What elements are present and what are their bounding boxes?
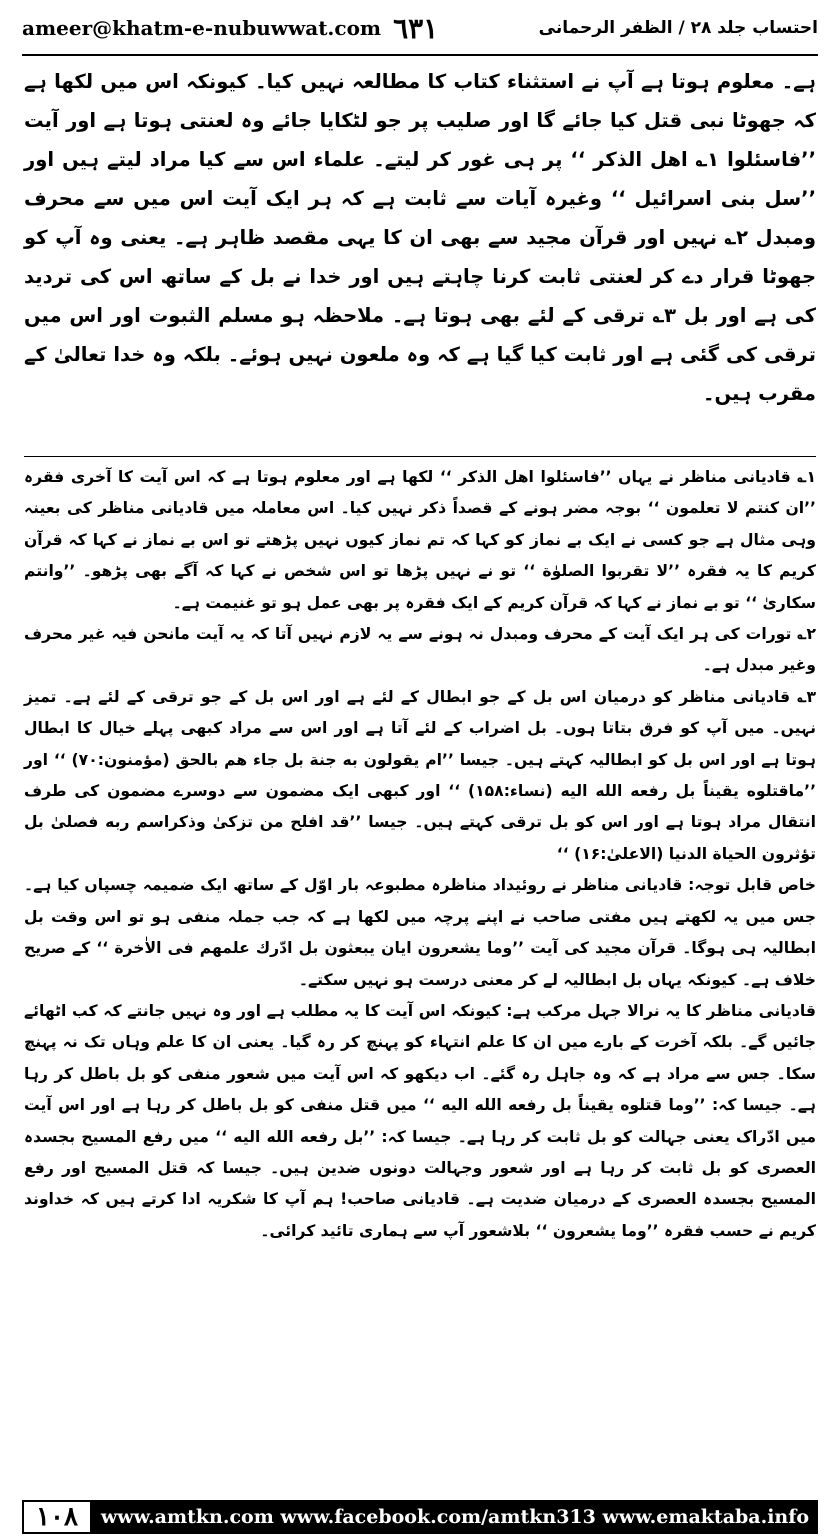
footnote-1: ۱؎ قادیانی مناظر نے یہاں ’’فاسئلوا اهل الذكر ‘‘ لکھا ہے اور معلوم ہوتا ہے کہ اس آیت کا آخری فقرہ ’’ان کنتم لا تعلمون ‘‘ بوجہ مضر ہونے کے قصداً ذکر نہیں کیا۔ اس معاملہ میں قادیانی مناظر کی بعینہ وہی مثال ہے جو کسی نے ایک بے نماز کو کہا کہ تم نماز کیوں نہیں پڑھتے تو اس بے نماز نے کہا کہ قرآن کریم کا یہ فقرہ ’’لا تقربوا الصلوٰة ‘‘ تو نے نہیں پڑھا تو اس شخص نے کہا کہ آگے بھی پڑھو۔ ’’وانتم سكاریٰ ‘‘ تو بے نماز نے کہا کہ قرآن کریم کے ایک فقرہ پر بھی عمل ہو تو غنیمت ہے۔ [24, 468, 816, 612]
page-header [22, 6, 818, 50]
footnote-3: ۳؎ قادیانی مناظر کو درمیان اس بل کے جو ابطال کے لئے ہے اور اس بل کے جو ترقی کے لئے ہے۔ تمیز نہیں۔ میں آپ کو فرق بتاتا ہوں۔ بل اضراب کے لئے آتا ہے اور اس سے مراد کبھی پہلے خیال کا ابطال ہوتا ہے اور اس بل کو ابطالیہ کہتے ہیں۔ جیسا ’’ام یقولون به جنة بل جاء هم بالحق (مؤمنون:۷۰) ‘‘ اور ’’ماقتلوه یقیناً بل رفعه الله الیه (نساء:۱۵۸) ‘‘ اور کبھی ایک مضمون سے دوسرے مضمون کی طرف انتقال مراد ہوتا ہے اور اس کو بل ترقی کہتے ہیں۔ جیسا ’’قد افلح من تزكیٰ وذكراسم ربه فصلیٰ بل تؤثرون الحیاة الدنیا (الاعلیٰ:۱۶) ‘‘ [24, 687, 816, 863]
main-text [24, 62, 816, 413]
footnotes [24, 462, 816, 1247]
footer-links: www.amtkn.com www.facebook.com/amtkn313 www.emaktaba.info [92, 1500, 818, 1534]
header-email: ameer@khatm-e-nubuwwat.com [22, 16, 382, 40]
footer-page-number: ۱۰۸ [22, 1500, 92, 1534]
special-note: خاص قابل توجہ: قادیانی مناظر نے روئیداد مناظرہ مطبوعہ بار اوّل کے ساتھ ایک ضمیمہ چسپاں کیا ہے۔ جس میں یہ لکھتے ہیں مفتی صاحب نے اپنے پرچہ میں لکھا ہے کہ جب جملہ منفی ہو تو اس وقت بل ابطالیہ ہی ہوگا۔ قرآن مجید کی آیت ’’وما یشعرون ایان یبعثون بل ادّرك علمهم فی الاٰخرة ‘‘ کے صریح خلاف ہے۔ کیونکہ یہاں بل ابطالیہ لے کر معنی درست ہو نہیں سکتے۔ [24, 876, 816, 989]
footnote-divider [24, 456, 816, 457]
main-paragraph: ہے۔ معلوم ہوتا ہے آپ نے استثناء کتاب کا مطالعہ نہیں کیا۔ کیونکہ اس میں لکھا ہے کہ جھوٹا نبی قتل کیا جائے گا اور صلیب پر جو لٹکایا جائے وہ لعنتی ہوتا ہے اور آیت ’’فاسئلوا ۱؎ اهل الذكر ‘‘ پر ہی غور کر لیتے۔ علماء اس سے کیا مراد لیتے ہیں اور ’’سل بنی اسرائیل ‘‘ وغیرہ آیات سے ثابت ہے کہ ہر ایک آیت اس میں سے محرف ومبدل ۲؎ نہیں اور قرآن مجید سے بھی ان کا یہی مقصد ظاہر ہے۔ یعنی وہ آپ کو جھوٹا قرار دے کر لعنتی ثابت کرنا چاہتے ہیں اور خدا نے بل کے ساتھ اس کی تردید کی ہے اور بل ۳؎ ترقی کے لئے بھی ہوتا ہے۔ ملاحظہ ہو مسلم الثبوت اور اس میں ترقی کی گئی ہے اور ثابت کیا گیا ہے کہ وہ ملعون نہیں ہوئے۔ بلکہ وہ خدا تعالیٰ کے مقرب ہیں۔ [24, 70, 816, 405]
rebuttal-note: قادیانی مناظر کا یہ نرالا جہل مرکب ہے: کیونکہ اس آیت کا یہ مطلب ہے اور وہ نہیں جانتے کہ کب اٹھائے جائیں گے۔ بلکہ آخرت کے بارے میں ان کا علم انتہاء کو پہنچ کر رہ گیا۔ یعنی ان کا علم وہاں تک نہ پہنچ سکا۔ جس سے مراد ہے کہ وہ جاہل رہ گئے۔ اب دیکھو کہ اس آیت میں شعور منفی کو بل باطل کر رہا ہے۔ جیسا کہ: ’’وما قتلوه یقیناً بل رفعه الله الیه ‘‘ میں قتل منفی کو بل باطل کر رہا ہے اور اس آیت میں ادّراک یعنی جہالت کو بل ثابت کر رہا ہے۔ جیسا کہ: ’’بل رفعه الله الیه ‘‘ میں رفع المسیح بجسدہ العصری کو بل ثابت کر رہا ہے اور شعور وجہالت دونوں ضدین ہیں۔ جیسا کہ قتل المسیح اور رفع المسیح بجسدہ العصری کے درمیان ضدیت ہے۔ قادیانی صاحب! ہم آپ کا شکریہ ادا کرتے ہیں کہ خداوند کریم نے حسب فقرہ ’’وما یشعرون ‘‘ بلاشعور آپ سے ہماری تائید کرائی۔ [24, 1001, 816, 1240]
header-page-number: ٦٣١ [393, 11, 439, 45]
header-left [22, 12, 438, 45]
footnote-2: ۲؎ تورات کی ہر ایک آیت کے محرف ومبدل نہ ہونے سے یہ لازم نہیں آتا کہ یہ آیت مانحن فیہ غیر محرف وغیر مبدل ہے۔ [24, 625, 816, 675]
book-title: احتساب جلد ۲۸ / الظفر الرحمانی [538, 18, 818, 38]
header-rule [22, 54, 818, 56]
page-footer [22, 1500, 818, 1534]
